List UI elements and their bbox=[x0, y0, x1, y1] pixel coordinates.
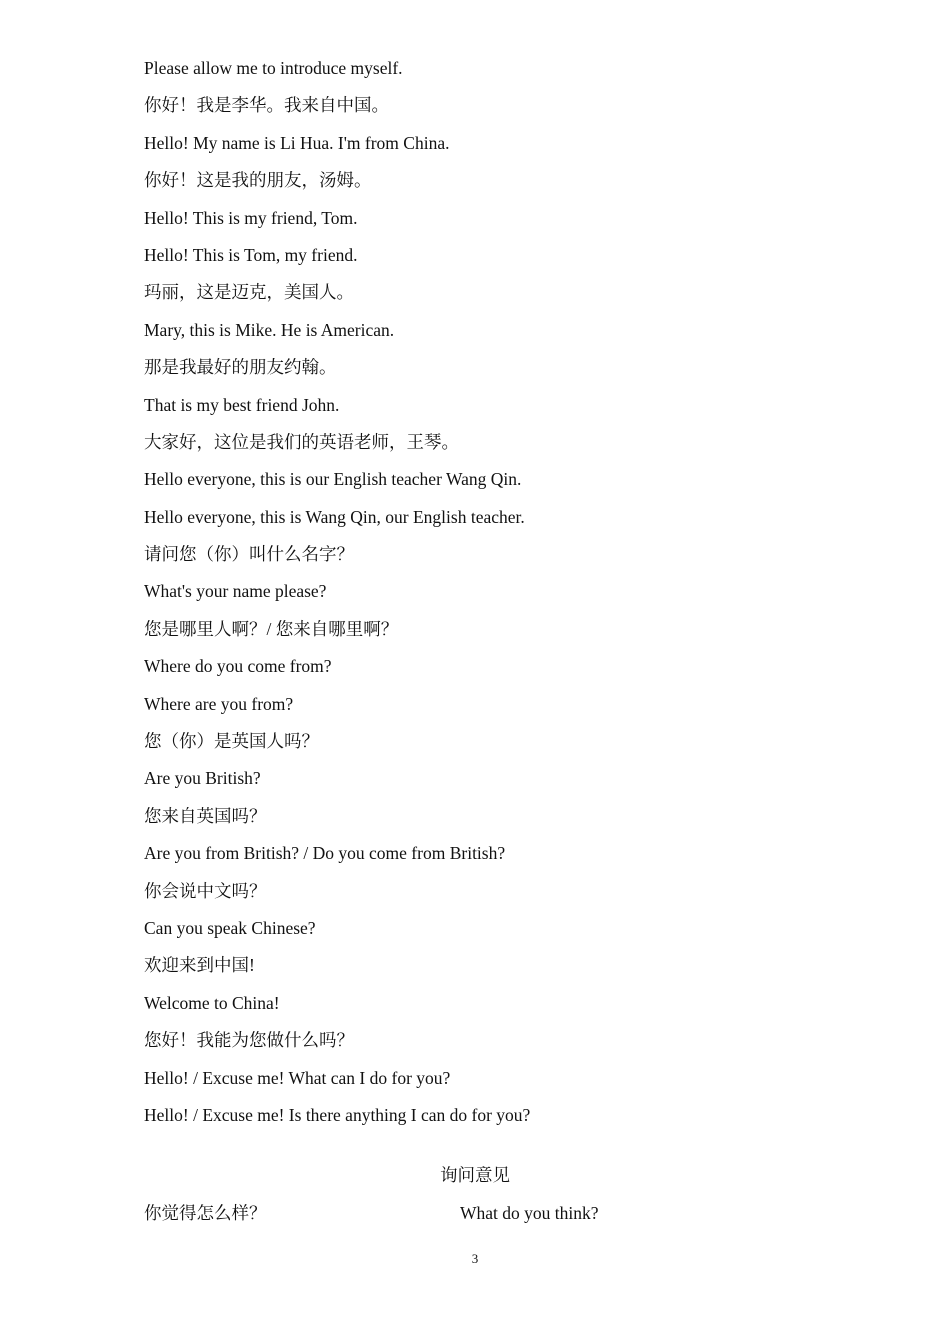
phrase-line: Hello! / Excuse me! What can I do for you? bbox=[144, 1067, 451, 1088]
phrase-line: 玛丽，这是迈克，美国人。 bbox=[144, 282, 354, 303]
phrase-list bbox=[144, 56, 844, 1140]
section-heading: 询问意见 bbox=[440, 1165, 510, 1185]
phrase-line: 您是哪里人啊？/ 您来自哪里啊？ bbox=[144, 618, 399, 639]
phrase-line: Are you British? bbox=[144, 768, 261, 789]
phrase-line: 大家好，这位是我们的英语老师，王琴。 bbox=[144, 431, 459, 452]
phrase-line: 请问您（你）叫什么名字？ bbox=[144, 544, 354, 565]
phrase-line: 您来自英国吗？ bbox=[144, 805, 267, 826]
phrase-line: 您好！我能为您做什么吗？ bbox=[144, 1030, 354, 1051]
phrase-line: Hello! This is Tom, my friend. bbox=[144, 244, 358, 265]
phrase-english: What do you think? bbox=[460, 1203, 599, 1223]
phrase-line: 您（你）是英国人吗？ bbox=[144, 731, 319, 752]
phrase-pair bbox=[144, 1201, 844, 1225]
phrase-line: Where do you come from? bbox=[144, 656, 332, 677]
phrase-line: What's your name please? bbox=[144, 581, 327, 602]
phrase-line: 你好！这是我的朋友，汤姆。 bbox=[144, 170, 372, 191]
phrase-line: Hello! / Excuse me! Is there anything I can do for you? bbox=[144, 1104, 531, 1125]
phrase-line: Where are you from? bbox=[144, 693, 294, 714]
page-number: 3 bbox=[471, 1251, 479, 1266]
phrase-line: 那是我最好的朋友约翰。 bbox=[144, 357, 337, 378]
phrase-line: Welcome to China! bbox=[144, 992, 280, 1013]
phrase-chinese: 你觉得怎么样？ bbox=[144, 1203, 267, 1223]
phrase-line: Please allow me to introduce myself. bbox=[144, 58, 403, 78]
phrase-line: Hello! This is my friend, Tom. bbox=[144, 207, 358, 228]
phrase-line: That is my best friend John. bbox=[144, 394, 340, 415]
phrase-line: 你好！我是李华。我来自中国。 bbox=[144, 95, 389, 116]
phrase-line: 欢迎来到中国! bbox=[144, 955, 255, 976]
phrase-line: 你会说中文吗？ bbox=[144, 880, 267, 901]
phrase-line: Hello everyone, this is our English teacher Wang Qin. bbox=[144, 469, 522, 490]
phrase-line: Are you from British? / Do you come from British? bbox=[144, 843, 506, 864]
phrase-line: Hello! My name is Li Hua. I'm from China. bbox=[144, 132, 450, 153]
phrase-line: Hello everyone, this is Wang Qin, our English teacher. bbox=[144, 506, 525, 527]
phrase-line: Can you speak Chinese? bbox=[144, 917, 316, 938]
phrase-line: Mary, this is Mike. He is American. bbox=[144, 319, 395, 340]
